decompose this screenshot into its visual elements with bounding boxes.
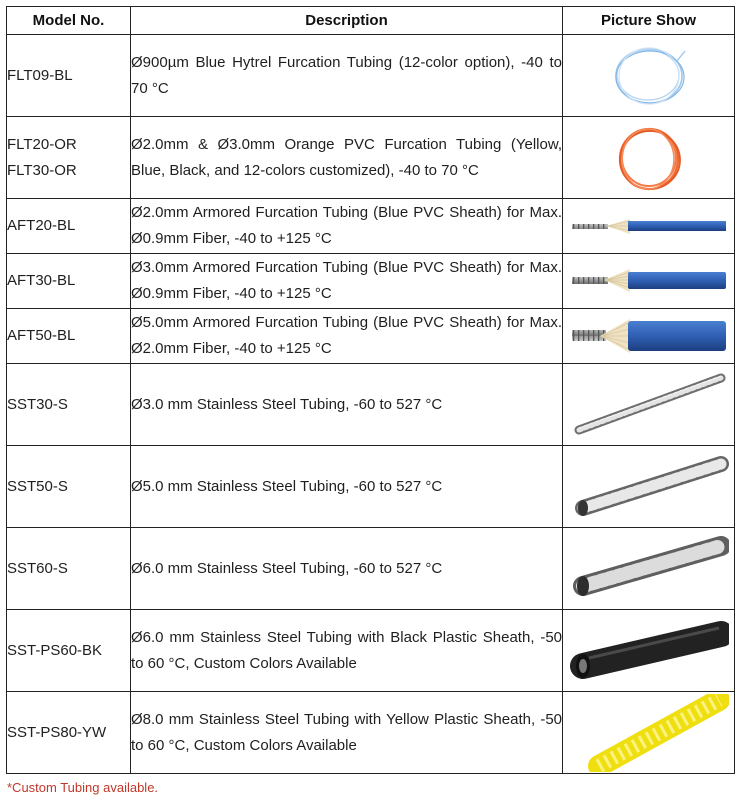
header-picture: Picture Show: [563, 7, 735, 35]
description-cell: Ø2.0mm & Ø3.0mm Orange PVC Furcation Tubing (Yellow, Blue, Black, and 12-colors customized), -40 to 70 °C: [131, 117, 563, 199]
table-row: [7, 610, 735, 692]
footnote: *Custom Tubing available.: [7, 780, 159, 795]
model-cell: [7, 117, 131, 199]
picture-cell: [563, 610, 735, 692]
armored-tube-icon: [568, 211, 730, 241]
picture-cell: [563, 692, 735, 774]
model-number: SST-PS60-BK: [7, 641, 103, 659]
description-cell: Ø6.0 mm Stainless Steel Tubing with Black Plastic Sheath, -50 to 60 °C, Custom Colors Available: [131, 610, 563, 692]
description-cell: Ø900µm Blue Hytrel Furcation Tubing (12-color option), -40 to 70 °C: [131, 35, 563, 117]
description-cell: Ø5.0 mm Stainless Steel Tubing, -60 to 527 °C: [131, 446, 563, 528]
model-number: SST30-S: [7, 395, 68, 413]
table-row: [7, 446, 735, 528]
yellow-sheathed-tube-icon: [569, 694, 729, 772]
model-cell: [7, 309, 131, 364]
armored-tube-icon: [568, 316, 730, 356]
model-cell: [7, 528, 131, 610]
model-cell: [7, 199, 131, 254]
table-row: [7, 254, 735, 309]
picture-cell: [563, 117, 735, 199]
orange-coil-icon: [609, 122, 689, 194]
description-cell: Ø3.0 mm Stainless Steel Tubing, -60 to 527 °C: [131, 364, 563, 446]
model-cell: [7, 35, 131, 117]
model-number: FLT30-OR: [7, 161, 77, 179]
model-cell: [7, 692, 131, 774]
steel-coil-tube-icon: [569, 370, 729, 440]
blue-coil-icon: [609, 41, 689, 111]
picture-cell: [563, 199, 735, 254]
table-row: [7, 117, 735, 199]
description-cell: Ø5.0mm Armored Furcation Tubing (Blue PVC Sheath) for Max. Ø2.0mm Fiber, -40 to +125 °C: [131, 309, 563, 364]
armored-tube-icon: [568, 264, 730, 298]
model-number: SST60-S: [7, 559, 68, 577]
model-number: SST50-S: [7, 477, 68, 495]
description-cell: Ø2.0mm Armored Furcation Tubing (Blue PVC Sheath) for Max. Ø0.9mm Fiber, -40 to +125 °C: [131, 199, 563, 254]
steel-coil-tube-icon: [569, 452, 729, 522]
picture-cell: [563, 35, 735, 117]
header-model: Model No.: [7, 7, 131, 35]
model-number: AFT50-BL: [7, 327, 76, 344]
model-cell: [7, 446, 131, 528]
table-row: [7, 309, 735, 364]
model-number: AFT30-BL: [7, 272, 76, 289]
description-cell: Ø3.0mm Armored Furcation Tubing (Blue PVC Sheath) for Max. Ø0.9mm Fiber, -40 to +125 °C: [131, 254, 563, 309]
picture-cell: [563, 528, 735, 610]
table-row: [7, 692, 735, 774]
model-number: FLT20-OR: [7, 135, 77, 153]
description-cell: Ø6.0 mm Stainless Steel Tubing, -60 to 527 °C: [131, 528, 563, 610]
spec-table: [6, 6, 735, 774]
table-row: [7, 199, 735, 254]
model-cell: [7, 364, 131, 446]
picture-cell: [563, 254, 735, 309]
model-number: SST-PS80-YW: [7, 723, 107, 741]
header-description: Description: [131, 7, 563, 35]
table-row: [7, 35, 735, 117]
model-number: FLT09-BL: [7, 66, 73, 84]
model-number: AFT20-BL: [7, 217, 76, 234]
black-sheathed-tube-icon: [569, 616, 729, 686]
picture-cell: [563, 446, 735, 528]
picture-cell: [563, 364, 735, 446]
table-row: [7, 528, 735, 610]
description-cell: Ø8.0 mm Stainless Steel Tubing with Yellow Plastic Sheath, -50 to 60 °C, Custom Colors Available: [131, 692, 563, 774]
header-row: [7, 7, 735, 35]
model-cell: [7, 610, 131, 692]
picture-cell: [563, 309, 735, 364]
table-row: [7, 364, 735, 446]
steel-coil-tube-icon: [569, 534, 729, 604]
model-cell: [7, 254, 131, 309]
